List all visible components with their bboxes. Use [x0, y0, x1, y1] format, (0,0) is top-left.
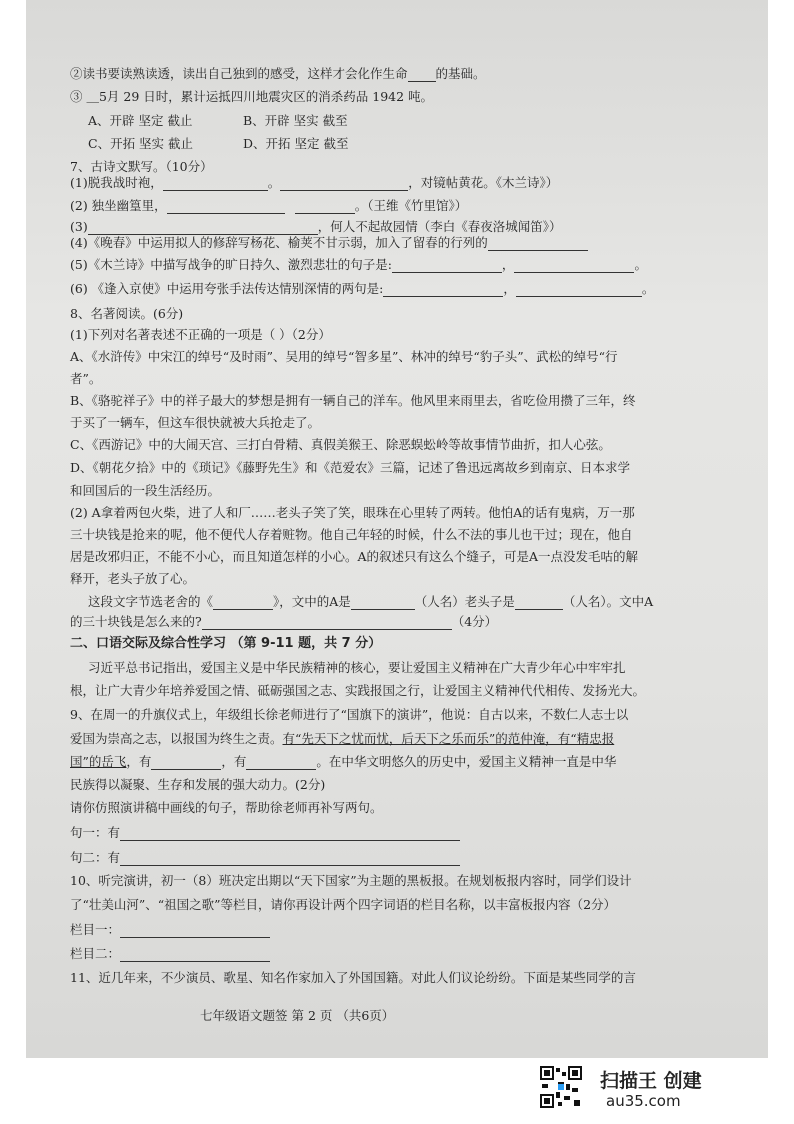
line: 和回国后的一段生活经历。: [70, 483, 221, 498]
question-8: 8、名著阅读。(6分): [70, 306, 184, 321]
line: 民族得以凝聚、生存和发展的强大动力。(2分): [70, 777, 326, 792]
line: 于买了一辆车，但这车很快就被大兵抢走了。: [70, 415, 321, 430]
line: 这段文字节选老舍的《 》，文中的A是 （人名）老头子是 （人名）。文中A: [88, 594, 654, 609]
line: ②读书要读熟读透，读出自己独到的感受，这样才会化作生命 的基础。: [70, 66, 486, 81]
option: D、开拓 坚定 截至: [243, 136, 349, 151]
qr-code-icon: [540, 1066, 582, 1108]
option: A、开辟 坚定 截止: [88, 113, 193, 128]
line: (6) 《逢入京使》中运用夸张手法传达情别深情的两句是: ， 。: [70, 281, 655, 296]
line: 的三十块钱是怎么来的? （4分）: [70, 614, 498, 629]
paragraph: 根，让广大青少年培养爱国之情、砥砺强国之志、实践报国之行，让爱国主义精神代代相传、发扬光大。: [70, 683, 646, 698]
answer-line: 句一：有: [70, 825, 460, 841]
line: (2) 独坐幽篁里， 。（王维《竹里馆》）: [70, 198, 468, 213]
line: (1)脱我战时袍， 。 ，对镜帖黄花。《木兰诗》）: [70, 175, 559, 190]
line: B、《骆驼祥子》中的祥子最大的梦想是拥有一辆自己的洋车。他风里来雨里去，省吃俭用攒了三年，终: [70, 393, 636, 408]
answer-line: 栏目一：: [70, 922, 270, 938]
line: 请你仿照演讲稿中画线的句子，帮助徐老师再补写两句。: [70, 800, 383, 815]
line: (3) ，何人不起故园情（李白《春夜洛城闻笛》）: [70, 219, 562, 234]
answer-line: 栏目二：: [70, 946, 270, 962]
watermark-title: 扫描王 创建: [600, 1070, 702, 1092]
line: (4)《晚春》中运用拟人的修辞写杨花、榆荚不甘示弱，加入了留春的行列的: [70, 235, 588, 251]
line: ③ ＿5月 29 日时，累计运抵四川地震灾区的消杀药品 1942 吨。: [70, 89, 434, 104]
option: B、开辟 坚实 截至: [243, 113, 348, 128]
line: 三十块钱是抢来的呢，他不便代人存着赃物。他自己年轻的时候，什么不法的事儿也干过；现在，他自: [70, 527, 633, 542]
question-7: 7、古诗文默写。（10分）: [70, 159, 213, 174]
line: (5)《木兰诗》中描写战争的旷日持久、激烈悲壮的句子是: ， 。: [70, 257, 647, 272]
line: 国”的岳飞，有 ，有 。在中华文明悠久的历史中，爱国主义精神一直是中华: [70, 754, 617, 769]
question-9: 9、在周一的升旗仪式上，年级组长徐老师进行了“国旗下的演讲”，他说：自古以来，不数仁人志士以: [70, 707, 629, 722]
line: (1)下列对名著表述不正确的一项是（ ）（2分）: [70, 327, 331, 342]
watermark-url: au35.com: [606, 1092, 681, 1110]
line: C、《西游记》中的大闹天宫、三打白骨精、真假美猴王、除恶蜈蚣岭等故事情节曲折，扣人心弦。: [70, 437, 611, 452]
question-10: 10、听完演讲，初一（8）班决定出期以“天下国家”为主题的黑板报。在规划板报内容时，同学们设计: [70, 873, 632, 888]
line: 居是改邪归正，不能不小心，而且知道怎样的小心。A的叙述只有这么个缝子，可是A一点没发毛咕的解: [70, 549, 639, 564]
answer-line: 句二：有: [70, 850, 460, 866]
line: 释开，老头子放了心。: [70, 571, 196, 586]
page-footer: 七年级语文题签 第 2 页 （共6页）: [200, 1008, 395, 1023]
line: (2) A拿着两包火柴，进了人和厂……老头子笑了笑，眼珠在心里转了两转。他怕A的话有鬼病，万一那: [70, 505, 635, 520]
option: C、开拓 坚实 截止: [88, 136, 194, 151]
line: 爱国为崇高之志，以报国为终生之责。有“先天下之忧而忧，后天下之乐而乐”的范仲淹，有“精忠报: [70, 731, 615, 746]
scanner-watermark: [540, 1064, 770, 1114]
line: 者”。: [70, 371, 102, 386]
question-11: 11、近几年来，不少演员、歌星、知名作家加入了外国国籍。对此人们议论纷纷。下面是某些同学的言: [70, 970, 636, 985]
section-heading: 二、口语交际及综合性学习 （第 9-11 题，共 7 分）: [70, 636, 382, 651]
line: D、《朝花夕拾》中的《琐记》《藤野先生》和《范爱农》三篇，记述了鲁迅远离故乡到南京、日本求学: [70, 460, 631, 475]
line: A、《水浒传》中宋江的绰号“及时雨”、吴用的绰号“智多星”、林冲的绰号“豹子头”、武松的绰号“行: [70, 349, 618, 364]
line: 了“壮美山河”、“祖国之歌”等栏目，请你再设计两个四字词语的栏目名称，以丰富板报内容（2分）: [70, 897, 617, 912]
paragraph: 习近平总书记指出，爱国主义是中华民族精神的核心，要让爱国主义精神在广大青少年心中牢牢扎: [88, 660, 626, 675]
